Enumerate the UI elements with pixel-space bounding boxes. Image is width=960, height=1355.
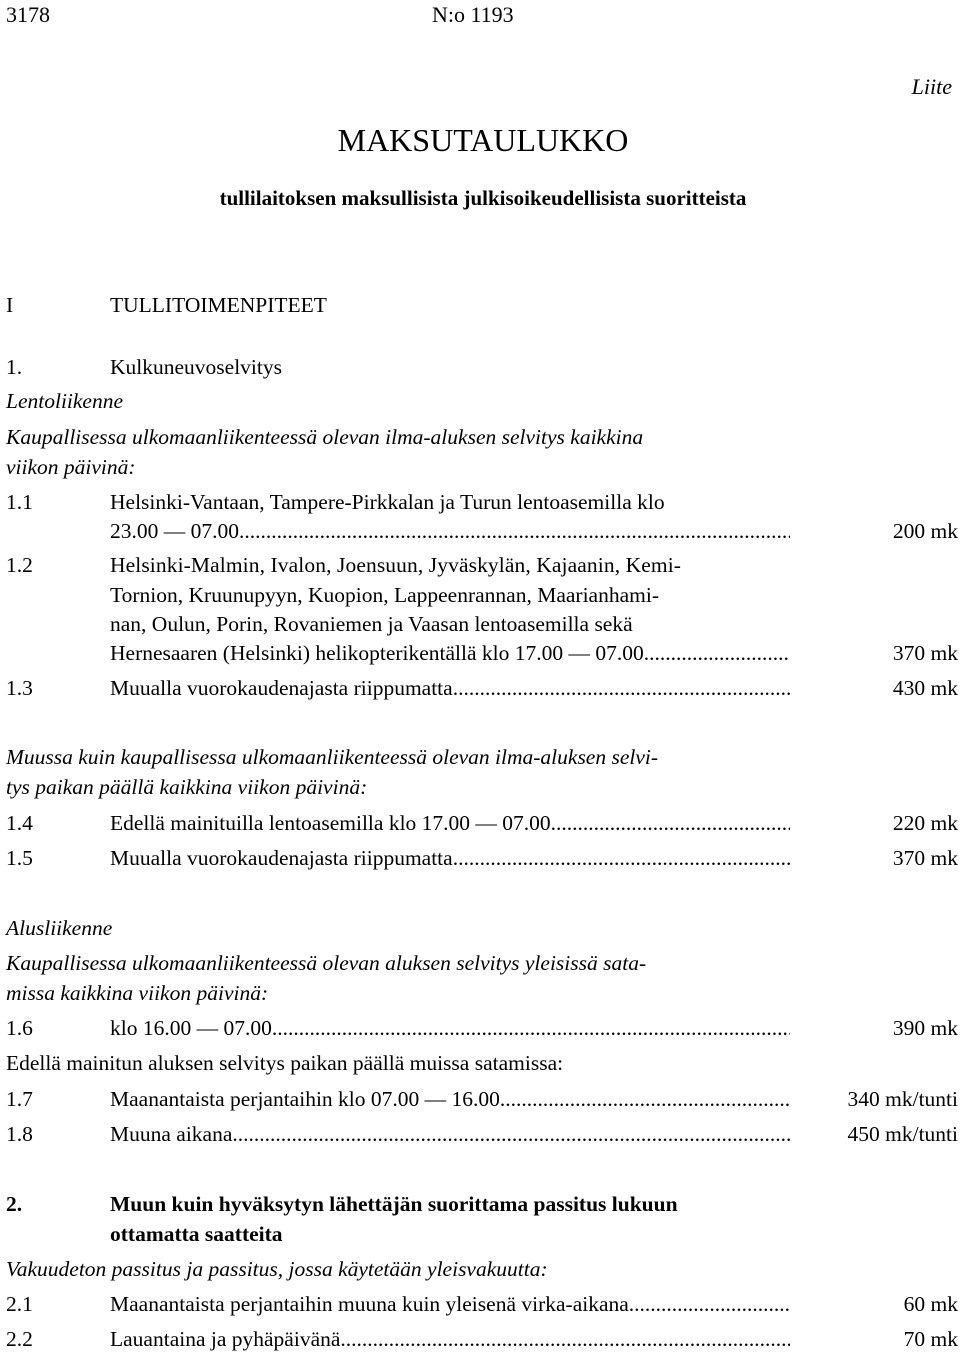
item-price: 370 mk: [892, 641, 958, 665]
item-text-line: Lauantaina ja pyhäpäivänä: [110, 1327, 341, 1351]
item-leader-row: [110, 811, 790, 836]
intro-text-line: Kaupallisessa ulkomaanliikenteessä olevan aluksen selvitys yleisissä sata-: [6, 951, 647, 975]
part-heading: ottamatta saatteita: [110, 1222, 283, 1246]
document-title: MAKSUTAULUKKO: [337, 122, 629, 158]
item-number: 1.4: [6, 811, 33, 835]
item-text-line: Maanantaista perjantaihin klo 07.00 — 16.00: [110, 1087, 500, 1111]
intro-text-line: Muussa kuin kaupallisessa ulkomaanliikenteessä olevan ilma-aluksen selvi-: [6, 745, 659, 769]
intro-text-line: viikon päivinä:: [6, 455, 136, 479]
item-price: 430 mk: [892, 676, 958, 700]
item-text-line: 23.00 — 07.00: [110, 519, 239, 543]
intro-text-line: missa kaikkina viikon päivinä:: [6, 981, 269, 1005]
subsection-lentoliikenne: Lentoliikenne: [6, 389, 124, 413]
part-number: 1.: [6, 355, 23, 379]
item-price: 390 mk: [892, 1016, 958, 1040]
item-text-line: Helsinki-Malmin, Ivalon, Joensuun, Jyväskylän, Kajaanin, Kemi-: [110, 553, 682, 577]
item-leader-row: [110, 1087, 790, 1112]
item-leader-row: [110, 1122, 790, 1147]
item-number: 1.3: [6, 676, 33, 700]
item-text-line: Maanantaista perjantaihin muuna kuin yleisenä virka-aikana: [110, 1292, 629, 1316]
item-number: 1.5: [6, 846, 33, 870]
item-leader-row: [110, 519, 790, 544]
item-price: 70 mk: [903, 1327, 958, 1351]
item-number: 2.1: [6, 1292, 33, 1316]
intro-text-line: tys paikan päällä kaikkina viikon päivinä:: [6, 775, 368, 799]
item-number: 1.1: [6, 490, 33, 514]
item-price: 60 mk: [903, 1292, 958, 1316]
intro-text-line: Edellä mainitun aluksen selvitys paikan päällä muissa satamissa:: [6, 1051, 564, 1075]
item-number: 1.6: [6, 1016, 33, 1040]
part-number: 2.: [6, 1192, 23, 1216]
item-leader-row: [110, 846, 790, 871]
item-price: 220 mk: [892, 811, 958, 835]
item-leader-row: [110, 676, 790, 701]
section-number: I: [6, 293, 14, 317]
item-leader-row: [110, 1327, 790, 1352]
page-number: 3178: [6, 2, 50, 27]
document-subtitle: tullilaitoksen maksullisista julkisoikeudellisista suoritteista: [219, 186, 747, 210]
intro-text-line: Vakuudeton passitus ja passitus, jossa käytetään yleisvakuutta:: [6, 1257, 548, 1281]
issue-number: N:o 1193: [432, 2, 514, 27]
item-price: 200 mk: [892, 519, 958, 543]
item-text-line: Edellä mainituilla lentoasemilla klo 17.00 — 07.00: [110, 811, 551, 835]
item-leader-row: [110, 641, 790, 666]
item-text-line: Muualla vuorokaudenajasta riippumatta: [110, 846, 453, 870]
part-heading: Muun kuin hyväksytyn lähettäjän suorittama passitus lukuun: [110, 1192, 678, 1216]
subsection-alusliikenne: Alusliikenne: [6, 916, 113, 940]
item-text-line: Hernesaaren (Helsinki) helikopterikentällä klo 17.00 — 07.00: [110, 641, 644, 665]
item-price: 370 mk: [892, 846, 958, 870]
intro-text-line: Kaupallisessa ulkomaanliikenteessä olevan ilma-aluksen selvitys kaikkina: [6, 425, 644, 449]
appendix-label: Liite: [911, 74, 952, 99]
item-text-line: klo 16.00 — 07.00: [110, 1016, 272, 1040]
section-heading: TULLITOIMENPITEET: [110, 293, 327, 317]
item-number: 1.8: [6, 1122, 33, 1146]
item-text-line: nan, Oulun, Porin, Rovaniemen ja Vaasan lentoasemilla sekä: [110, 612, 633, 636]
item-leader-row: [110, 1292, 790, 1317]
part-heading: Kulkuneuvoselvitys: [110, 355, 282, 379]
item-text-line: Helsinki-Vantaan, Tampere-Pirkkalan ja Turun lentoasemilla klo: [110, 490, 665, 514]
item-number: 1.2: [6, 553, 33, 577]
item-number: 1.7: [6, 1087, 33, 1111]
item-text-line: Muualla vuorokaudenajasta riippumatta: [110, 676, 453, 700]
item-text-line: Tornion, Kruunupyyn, Kuopion, Lappeenrannan, Maarianhami-: [110, 583, 659, 607]
item-number: 2.2: [6, 1327, 33, 1351]
item-leader-row: [110, 1016, 790, 1041]
item-price: 450 mk/tunti: [847, 1122, 958, 1146]
item-text-line: Muuna aikana: [110, 1122, 233, 1146]
item-price: 340 mk/tunti: [847, 1087, 958, 1111]
